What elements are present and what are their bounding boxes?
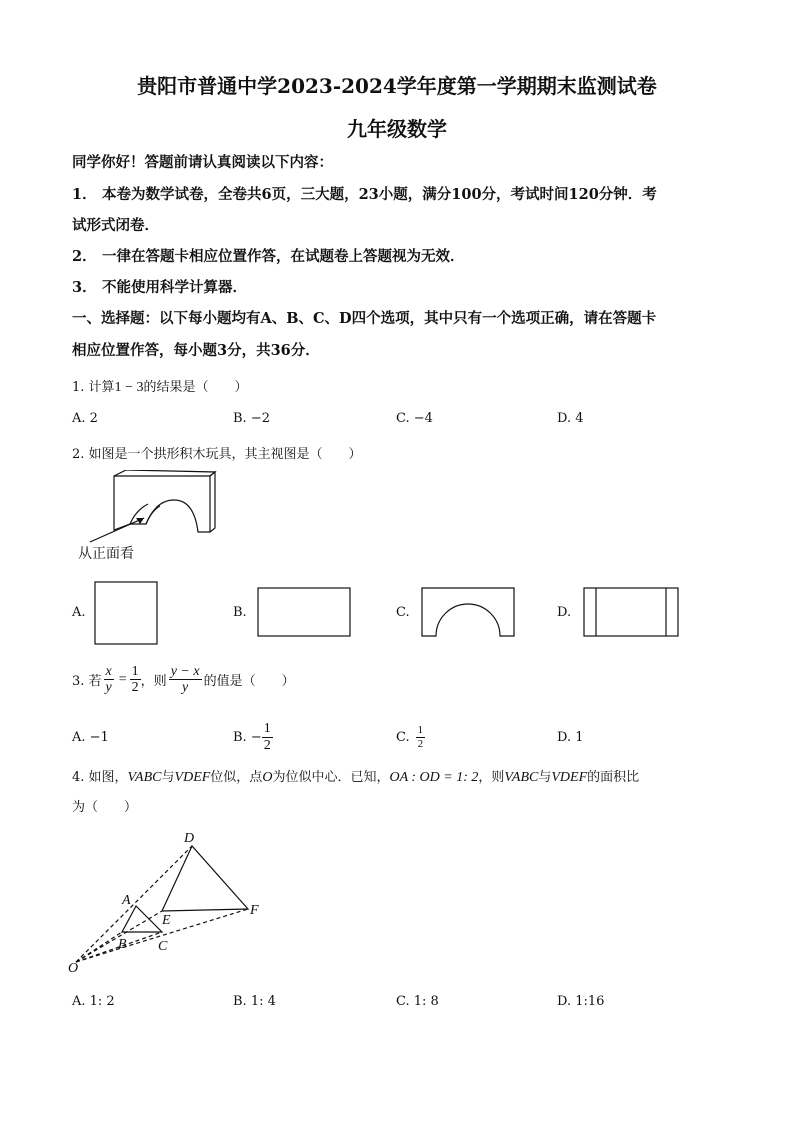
q3-mid: ，则 bbox=[140, 674, 167, 690]
q3-option-d[interactable]: D. 1 bbox=[557, 730, 584, 745]
q3-ask-fraction bbox=[169, 664, 202, 696]
label-point-d: D bbox=[184, 831, 195, 846]
q2-figure-label: 从正面看 bbox=[78, 546, 134, 562]
homothety-triangles-figure bbox=[66, 826, 276, 978]
q3-option-c-denominator: 2 bbox=[417, 737, 424, 750]
q4-triangle-abc: VABC bbox=[127, 770, 162, 785]
q3-result-denominator: 2 bbox=[131, 680, 139, 696]
instruction-2-text: 一律在答题卡相应位置作答，在试题卷上答题视为无效． bbox=[102, 248, 465, 265]
label-point-f: F bbox=[250, 903, 259, 918]
q4-point-o: O bbox=[262, 770, 273, 785]
question-2: 2. 如图是一个拱形积木玩具，其主视图是（ ） bbox=[72, 447, 362, 462]
q3-option-b-prefix: B. − bbox=[233, 729, 262, 745]
q4-option-d[interactable]: D. 1:16 bbox=[557, 994, 605, 1009]
instruction-2-number: 2． bbox=[72, 248, 97, 265]
q2-option-c-label[interactable]: C. bbox=[396, 605, 410, 620]
q1-prefix: 1. 计算 bbox=[72, 380, 115, 395]
instruction-1-line1: 本卷为数学试卷，全卷共6页，三大题，23小题，满分100分，考试时间120分钟．考 bbox=[102, 186, 657, 203]
instructions-greeting: 同学你好！答题前请认真阅读以下内容： bbox=[72, 154, 333, 171]
q2-option-a-square-icon[interactable] bbox=[93, 580, 159, 646]
q3-cond-numerator: x bbox=[105, 664, 112, 679]
q3-option-c-prefix: C. bbox=[396, 729, 410, 745]
q4-option-a[interactable]: A. 1: 2 bbox=[72, 994, 115, 1009]
q4-ratio: OA : OD = 1: 2 bbox=[389, 770, 479, 785]
q3-option-b-denominator: 2 bbox=[263, 737, 271, 753]
instruction-3-number: 3． bbox=[72, 279, 97, 296]
instruction-3-text: 不能使用科学计算器． bbox=[102, 279, 247, 296]
question-3 bbox=[72, 664, 295, 696]
label-point-b: B bbox=[118, 937, 127, 952]
q4-text-c: 位似，点 bbox=[210, 770, 263, 785]
q3-option-c[interactable] bbox=[396, 722, 425, 752]
q3-option-c-fraction bbox=[416, 724, 426, 749]
q4-text-d: 为位似中心．已知， bbox=[272, 770, 390, 785]
q1-option-d[interactable]: D. 4 bbox=[557, 411, 584, 426]
q1-option-a[interactable]: A. 2 bbox=[72, 411, 98, 426]
q3-option-b-fraction bbox=[262, 721, 273, 753]
q3-condition-result-fraction bbox=[130, 664, 141, 696]
q3-ask-denominator: y bbox=[182, 680, 189, 696]
q2-option-b-rectangle-icon[interactable] bbox=[256, 586, 352, 638]
q2-option-b-label[interactable]: B. bbox=[233, 605, 247, 620]
instruction-1-number: 1． bbox=[72, 186, 97, 203]
q4-text-g: 的面积比 bbox=[587, 770, 640, 785]
q3-ask-numerator: y − x bbox=[170, 664, 200, 679]
q4-text-a: 4. 如图， bbox=[72, 770, 128, 785]
section1-heading-line2: 相应位置作答，每小题3分，共36分． bbox=[72, 342, 320, 359]
q3-result-numerator: 1 bbox=[131, 664, 139, 679]
q2-option-d-rectangle-lines-icon[interactable] bbox=[582, 586, 680, 638]
label-point-e: E bbox=[162, 913, 171, 928]
section1-heading-line1: 一、选择题：以下每小题均有A、B、C、D四个选项，其中只有一个选项正确，请在答题卡 bbox=[72, 310, 657, 327]
q1-suffix: 的结果是（ ） bbox=[143, 380, 248, 395]
q4-text-f: 与 bbox=[538, 770, 552, 785]
q3-cond-denominator: y bbox=[105, 680, 112, 696]
label-point-o: O bbox=[68, 961, 79, 976]
q1-option-c[interactable]: C. −4 bbox=[396, 411, 433, 426]
q3-suffix: 的值是（ ） bbox=[203, 674, 295, 690]
q1-option-b[interactable]: B. −2 bbox=[233, 411, 270, 426]
q4-triangle-abc-2: VABC bbox=[504, 770, 539, 785]
q3-equals: = bbox=[118, 671, 127, 687]
q4-option-b[interactable]: B. 1: 4 bbox=[233, 994, 276, 1009]
q4-triangle-def-2: VDEF bbox=[551, 770, 588, 785]
question-4-line2: 为（ ） bbox=[72, 800, 138, 815]
q2-option-c-arch-icon[interactable] bbox=[420, 586, 516, 638]
q1-expression: 1 − 3 bbox=[114, 380, 144, 395]
exam-title: 贵阳市普通中学2023-2024学年度第一学期期末监测试卷 bbox=[137, 74, 657, 98]
label-point-c: C bbox=[158, 939, 168, 954]
instruction-1-line2: 试形式闭卷． bbox=[72, 217, 159, 234]
exam-subtitle: 九年级数学 bbox=[347, 117, 447, 141]
q4-text-e: ，则 bbox=[478, 770, 505, 785]
question-4-line1 bbox=[72, 766, 639, 786]
q4-triangle-def: VDEF bbox=[174, 770, 211, 785]
q3-option-a[interactable]: A. −1 bbox=[72, 730, 109, 745]
q2-option-a-label[interactable]: A. bbox=[72, 605, 86, 620]
q2-option-d-label[interactable]: D. bbox=[557, 605, 572, 620]
question-1 bbox=[72, 376, 247, 396]
label-point-a: A bbox=[122, 893, 131, 908]
q4-option-c[interactable]: C. 1: 8 bbox=[396, 994, 439, 1009]
q3-option-b-numerator: 1 bbox=[263, 721, 271, 737]
q3-prefix: 3. 若 bbox=[72, 674, 102, 690]
q3-condition-fraction bbox=[104, 664, 114, 696]
q3-option-b[interactable] bbox=[233, 716, 273, 758]
q3-option-c-numerator: 1 bbox=[417, 724, 424, 737]
q4-text-b: 与 bbox=[161, 770, 175, 785]
